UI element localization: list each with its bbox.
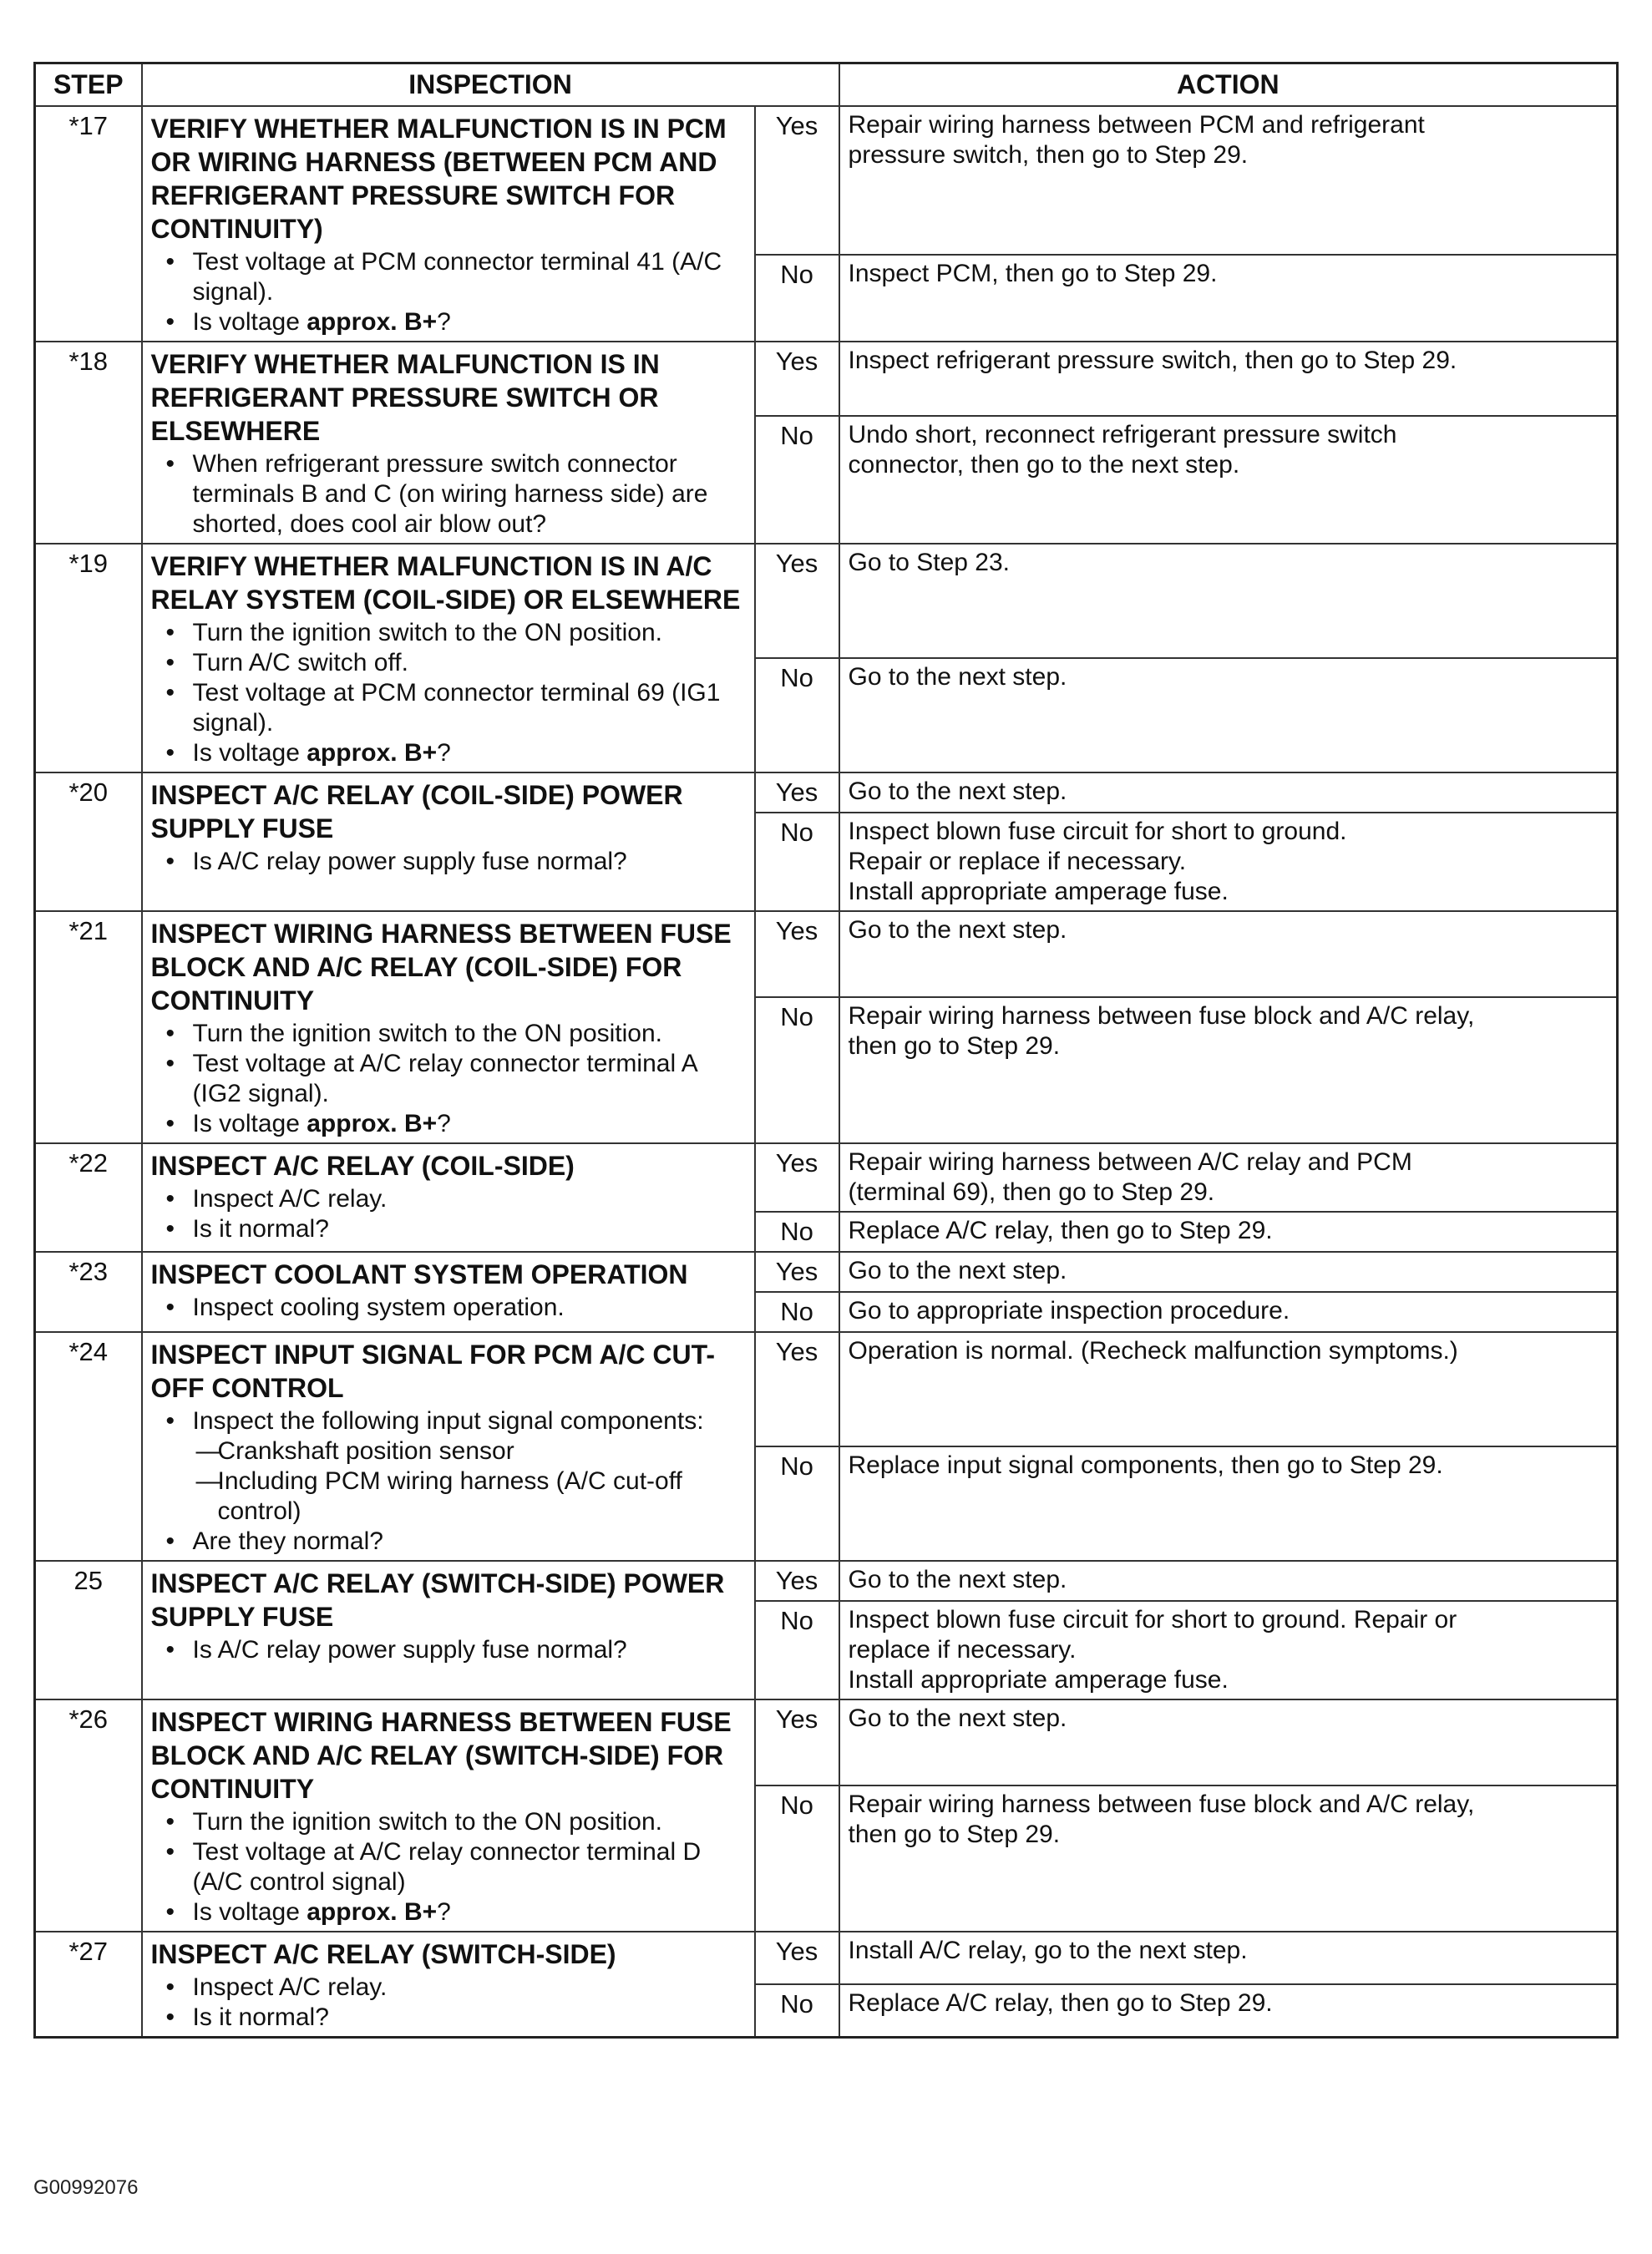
table-row [35,342,1618,416]
bullet-icon: • [165,1808,175,1836]
action-line: Go to the next step. [848,778,1067,805]
inspection-item-text: Crankshaft position sensor [217,1437,514,1465]
table-header-row [35,63,1618,107]
inspection-item [166,738,746,768]
inspection-item [166,1466,746,1527]
action-cell [839,1785,1618,1932]
inspection-item-text: Inspect the following input signal components: [192,1407,704,1435]
inspection-item [166,1837,746,1897]
step-number: *27 [35,1932,142,2038]
action-line: Inspect refrigerant pressure switch, then go to Step 29. [848,347,1457,374]
inspection-item-text: Inspect A/C relay. [192,1973,388,2001]
inspection-item [166,847,746,877]
diagnostic-procedure-table [33,62,1619,2039]
action-line: Go to the next step. [848,1566,1067,1593]
inspection-cell [142,911,755,1143]
bullet-icon: • [165,450,175,478]
inspection-item-text: Test voltage at A/C relay connector terminal A (IG2 signal). [192,1050,697,1107]
bullet-icon: • [165,1294,175,1321]
inspection-item-text: Is A/C relay power supply fuse normal? [192,1636,627,1664]
action-line: Go to the next step. [848,1704,1067,1732]
bullet-icon: • [165,1185,175,1213]
action-cell [839,255,1618,342]
bullet-icon: • [165,649,175,676]
inspection-item-text: Test voltage at PCM connector terminal 41 (A/C signal). [192,248,722,306]
inspection-item-text: Is voltage [192,739,307,767]
action-cell [839,772,1618,813]
action-cell [839,813,1618,911]
answer-cell: Yes [755,772,839,813]
inspection-title: INSPECT A/C RELAY (SWITCH-SIDE) [150,1939,616,1969]
action-cell [839,544,1618,658]
inspection-list [151,847,746,877]
inspection-title: VERIFY WHETHER MALFUNCTION IS IN PCM OR WIRING HARNESS (BETWEEN PCM AND REFRIGERANT PRESSURE SWITCH FOR CONTINUITY) [150,114,727,244]
answer-cell: Yes [755,1699,839,1785]
action-line: Replace A/C relay, then go to Step 29. [848,1988,1273,2017]
action-line: Go to the next step. [848,663,1067,691]
inspection-item [166,1635,746,1665]
inspection-item [166,1897,746,1927]
action-cell [839,1143,1618,1212]
table-row [35,106,1618,255]
bullet-icon: • [165,1020,175,1047]
table-row [35,544,1618,658]
answer-cell: Yes [755,106,839,255]
inspection-cell [142,544,755,772]
inspection-item [166,1214,746,1244]
inspection-item [166,247,746,307]
inspection-item [166,1019,746,1049]
inspection-item [166,1109,746,1139]
action-line: Install appropriate amperage fuse. [848,1666,1229,1694]
step-number: *26 [35,1699,142,1932]
table-row [35,1561,1618,1601]
answer-cell: No [755,1446,839,1561]
action-cell [839,106,1618,255]
action-cell [839,1212,1618,1252]
inspection-list [151,247,746,337]
inspection-item-text: Is voltage [192,308,307,336]
answer-cell: Yes [755,1561,839,1601]
inspection-item [166,1527,746,1557]
inspection-item-bold: approx. B+ [307,1898,438,1926]
step-number: *18 [35,342,142,544]
action-line: Inspect blown fuse circuit for short to ground. [848,818,1347,845]
action-line: Inspect PCM, then go to Step 29. [848,259,1218,287]
inspection-cell [142,106,755,342]
inspection-item [166,1184,746,1214]
answer-cell: No [755,1601,839,1699]
inspection-list [151,1635,746,1665]
action-cell [839,658,1618,772]
step-number: 25 [35,1561,142,1699]
bullet-icon: • [165,679,175,707]
step-number: *17 [35,106,142,342]
action-cell [839,1292,1618,1332]
answer-cell: No [755,255,839,342]
inspection-list [151,618,746,768]
inspection-title: VERIFY WHETHER MALFUNCTION IS IN A/C RELAY SYSTEM (COIL-SIDE) OR ELSEWHERE [150,551,741,615]
inspection-item-text: Test voltage at A/C relay connector terminal D (A/C control signal) [192,1838,702,1896]
action-cell [839,416,1618,544]
inspection-item [166,618,746,648]
answer-cell: No [755,658,839,772]
dash-bullet-icon: — [195,1467,221,1495]
bullet-icon: • [165,1110,175,1137]
action-cell [839,1332,1618,1446]
inspection-item-text: Is it normal? [192,1215,329,1243]
inspection-item-suffix: ? [437,1110,451,1137]
table-body [35,106,1618,2038]
inspection-item-text: Turn the ignition switch to the ON position. [192,619,662,646]
table-row [35,1932,1618,1984]
action-cell [839,342,1618,416]
inspection-item-text: Is voltage [192,1898,307,1926]
inspection-title: INSPECT A/C RELAY (COIL-SIDE) [150,1151,575,1181]
action-cell [839,1932,1618,1984]
figure-code: G00992076 [33,2176,139,2199]
bullet-icon: • [165,1407,175,1435]
inspection-column-header: INSPECTION [142,63,839,107]
inspection-item-text: Turn A/C switch off. [192,649,408,676]
action-line: Repair wiring harness between A/C relay and PCM [848,1148,1412,1176]
bullet-icon: • [165,739,175,767]
inspection-title: VERIFY WHETHER MALFUNCTION IS IN REFRIGERANT PRESSURE SWITCH OR ELSEWHERE [150,349,660,446]
inspection-item [166,449,746,539]
inspection-item [166,1807,746,1837]
step-number: *19 [35,544,142,772]
bullet-icon: • [165,1527,175,1555]
step-number: *21 [35,911,142,1143]
step-number: *22 [35,1143,142,1252]
inspection-item [166,648,746,678]
inspection-item [166,678,746,738]
action-cell [839,1601,1618,1699]
inspection-item-text: Turn the ignition switch to the ON position. [192,1808,662,1836]
answer-cell: No [755,813,839,911]
action-line: then go to Step 29. [848,1031,1061,1060]
bullet-icon: • [165,848,175,875]
answer-cell: No [755,1984,839,2038]
inspection-title: INSPECT COOLANT SYSTEM OPERATION [150,1259,688,1289]
inspection-item-text: Including PCM wiring harness (A/C cut-off control) [217,1467,682,1525]
action-line: Undo short, reconnect refrigerant pressure switch [848,421,1397,449]
inspection-item-bold: approx. B+ [307,739,438,767]
answer-cell: No [755,1292,839,1332]
inspection-title: INSPECT INPUT SIGNAL FOR PCM A/C CUT-OFF CONTROL [150,1340,716,1403]
action-line: Go to the next step. [848,916,1067,944]
answer-cell: No [755,416,839,544]
inspection-title: INSPECT A/C RELAY (COIL-SIDE) POWER SUPPLY FUSE [150,780,683,843]
step-number: *24 [35,1332,142,1561]
bullet-icon: • [165,1215,175,1243]
action-cell [839,911,1618,997]
action-line: replace if necessary. [848,1636,1077,1664]
step-number: *23 [35,1252,142,1332]
inspection-cell [142,1932,755,2038]
inspection-title: INSPECT A/C RELAY (SWITCH-SIDE) POWER SUPPLY FUSE [150,1568,725,1632]
inspection-item [166,1406,746,1436]
inspection-list [151,1807,746,1927]
inspection-item-suffix: ? [437,739,451,767]
table-row [35,772,1618,813]
inspection-item-suffix: ? [437,308,451,336]
bullet-icon: • [165,1050,175,1077]
action-line: pressure switch, then go to Step 29. [848,141,1249,169]
bullet-icon: • [165,1973,175,2001]
table-row [35,1332,1618,1446]
table-row [35,1699,1618,1785]
action-line: Repair wiring harness between PCM and refrigerant [848,111,1425,139]
inspection-list [151,449,746,539]
inspection-cell [142,1561,755,1699]
action-line: Install appropriate amperage fuse. [848,878,1229,905]
inspection-item [166,2003,746,2033]
inspection-item-text: Is it normal? [192,2003,329,2031]
inspection-item-suffix: ? [437,1898,451,1926]
answer-cell: Yes [755,342,839,416]
answer-cell: No [755,1212,839,1252]
inspection-item-text: Is voltage [192,1110,307,1137]
inspection-list [151,1293,746,1323]
inspection-list [151,1019,746,1139]
inspection-item [166,1293,746,1323]
action-line: Inspect blown fuse circuit for short to ground. Repair or [848,1606,1457,1634]
action-line: then go to Step 29. [848,1820,1061,1848]
action-line: connector, then go to the next step. [848,451,1240,479]
bullet-icon: • [165,2003,175,2031]
bullet-icon: • [165,308,175,336]
inspection-item-text: Is A/C relay power supply fuse normal? [192,848,627,875]
action-line: Repair wiring harness between fuse block and A/C relay, [848,1001,1475,1030]
table-row [35,1252,1618,1292]
action-line: Go to Step 23. [848,549,1010,576]
inspection-cell [142,772,755,911]
inspection-cell [142,342,755,544]
answer-cell: Yes [755,911,839,997]
answer-cell: No [755,997,839,1143]
table-row [35,911,1618,997]
bullet-icon: • [165,1636,175,1664]
action-line: Replace A/C relay, then go to Step 29. [848,1217,1273,1244]
inspection-cell [142,1699,755,1932]
inspection-item-text: Inspect A/C relay. [192,1185,388,1213]
inspection-item [166,1973,746,2003]
bullet-icon: • [165,619,175,646]
inspection-item-bold: approx. B+ [307,1110,438,1137]
inspection-cell [142,1332,755,1561]
action-column-header: ACTION [839,63,1618,107]
action-cell [839,1446,1618,1561]
bullet-icon: • [165,1838,175,1866]
inspection-list [151,1406,746,1557]
answer-cell: Yes [755,1252,839,1292]
inspection-cell [142,1252,755,1332]
action-line: Repair wiring harness between fuse block and A/C relay, [848,1790,1475,1818]
action-line: Install A/C relay, go to the next step. [848,1937,1248,1964]
action-line: Replace input signal components, then go to Step 29. [848,1451,1443,1479]
inspection-item [166,1049,746,1109]
dash-bullet-icon: — [195,1437,221,1465]
inspection-item [166,307,746,337]
answer-cell: No [755,1785,839,1932]
inspection-item-text: Are they normal? [192,1527,383,1555]
inspection-item [166,1436,746,1466]
inspection-item-text: Turn the ignition switch to the ON position. [192,1020,662,1047]
answer-cell: Yes [755,1932,839,1984]
inspection-list [151,1184,746,1244]
action-line: Go to the next step. [848,1257,1067,1284]
action-cell [839,1984,1618,2038]
action-line: Go to appropriate inspection procedure. [848,1297,1290,1325]
inspection-item-text: Inspect cooling system operation. [192,1294,565,1321]
action-cell [839,1561,1618,1601]
step-column-header: STEP [35,63,142,107]
table-row [35,1143,1618,1212]
inspection-list [151,1973,746,2033]
inspection-item-bold: approx. B+ [307,308,438,336]
bullet-icon: • [165,1898,175,1926]
action-cell [839,1252,1618,1292]
answer-cell: Yes [755,1143,839,1212]
answer-cell: Yes [755,1332,839,1446]
action-line: (terminal 69), then go to Step 29. [848,1178,1215,1206]
step-number: *20 [35,772,142,911]
inspection-item-text: When refrigerant pressure switch connector terminals B and C (on wiring harness side) are shorted, does cool air blow out? [192,450,708,538]
inspection-item-text: Test voltage at PCM connector terminal 69 (IG1 signal). [192,679,721,737]
inspection-title: INSPECT WIRING HARNESS BETWEEN FUSE BLOCK AND A/C RELAY (SWITCH-SIDE) FOR CONTINUITY [150,1707,732,1804]
action-line: Operation is normal. (Recheck malfunction symptoms.) [848,1337,1458,1365]
bullet-icon: • [165,248,175,276]
action-cell [839,1699,1618,1785]
action-line: Repair or replace if necessary. [848,848,1187,875]
answer-cell: Yes [755,544,839,658]
inspection-title: INSPECT WIRING HARNESS BETWEEN FUSE BLOCK AND A/C RELAY (COIL-SIDE) FOR CONTINUITY [150,919,732,1016]
inspection-cell [142,1143,755,1252]
action-cell [839,997,1618,1143]
